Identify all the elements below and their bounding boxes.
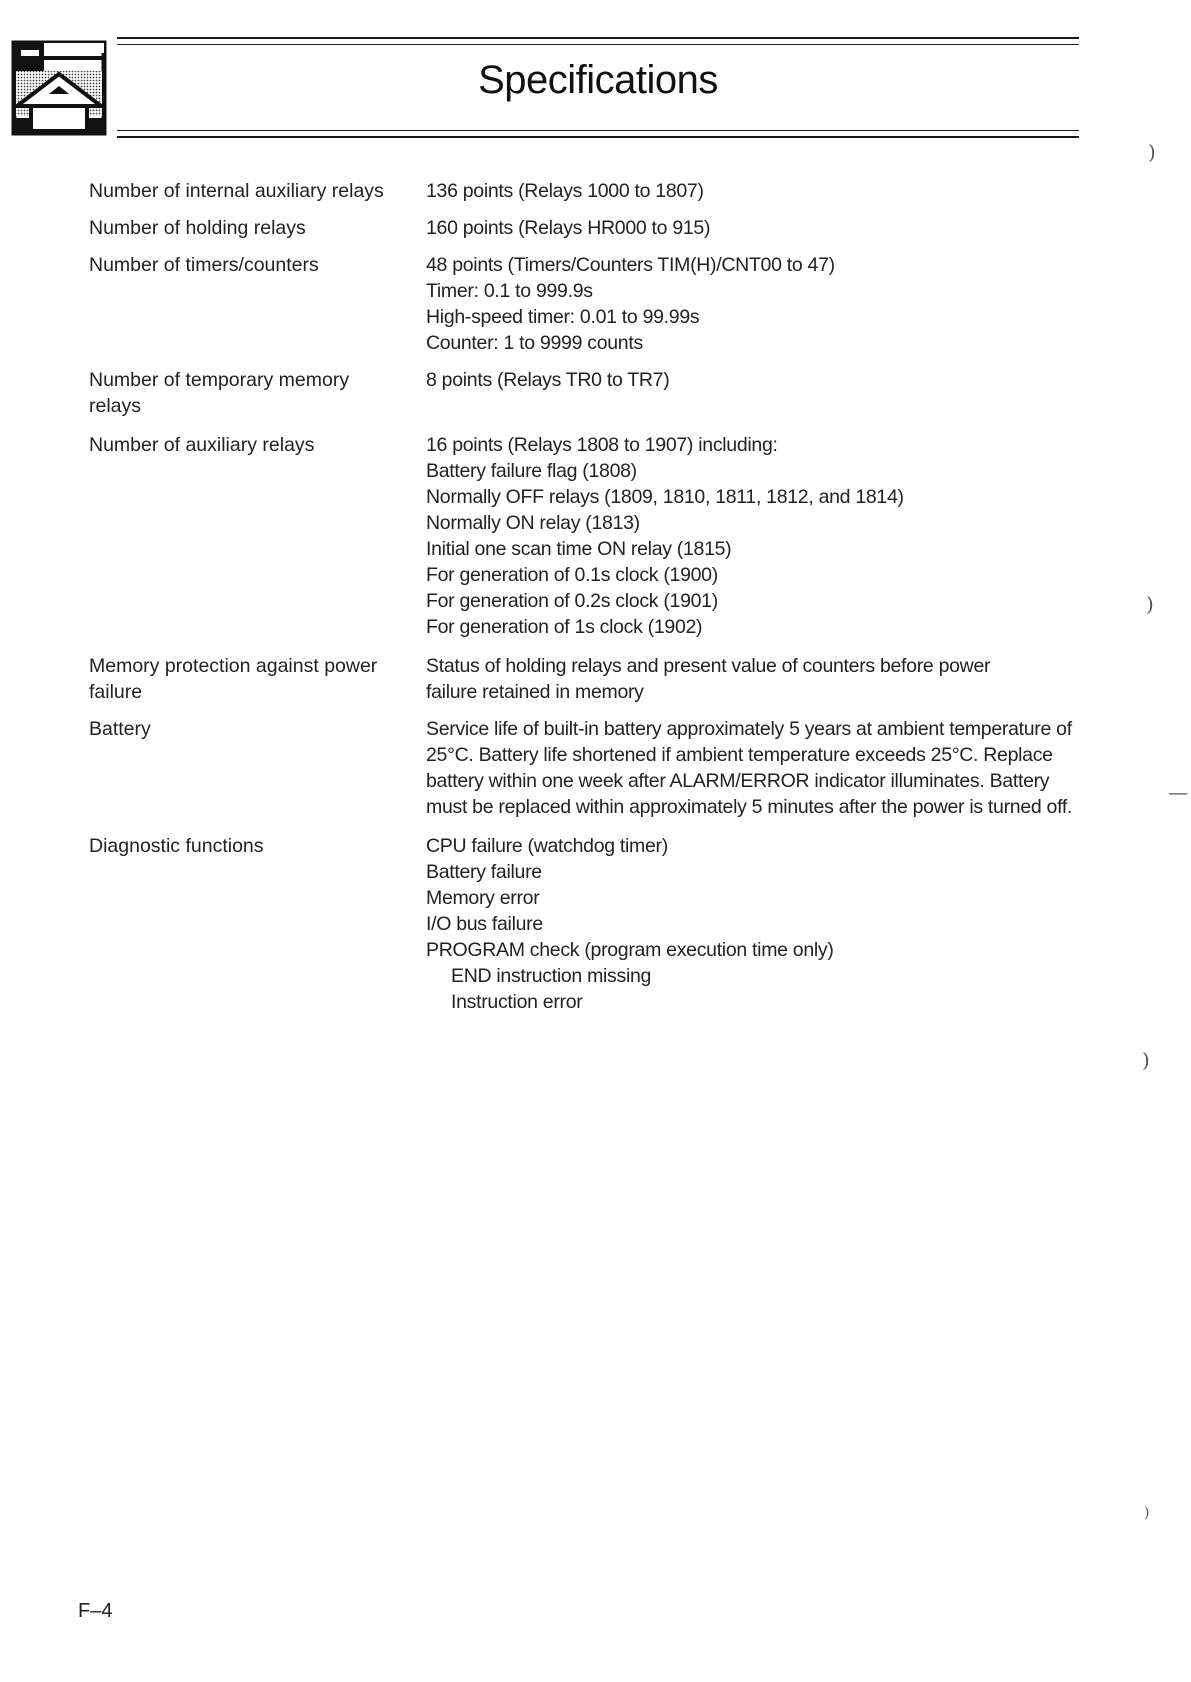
spec-value-line: 8 points (Relays TR0 to TR7) (426, 369, 670, 391)
spec-row (89, 367, 1089, 419)
header-rule-top (117, 37, 1079, 39)
spec-value-line: Initial one scan time ON relay (1815) (426, 538, 732, 560)
chapter-logo-icon (11, 40, 107, 136)
spec-value-line: I/O bus failure (426, 913, 543, 935)
spec-label: Number of auxiliary relays (89, 434, 315, 456)
spec-label: Number of temporary memory relays (89, 369, 350, 417)
spec-value-line: Normally OFF relays (1809, 1810, 1811, 1812, and 1814) (426, 486, 904, 508)
spec-row (89, 178, 1089, 204)
spec-value-line: High-speed timer: 0.01 to 99.99s (426, 306, 700, 328)
spec-value (426, 367, 1086, 419)
spec-table (89, 178, 1089, 1026)
margin-mark: ) (1144, 1505, 1150, 1521)
spec-value-line: PROGRAM check (program execution time only) (426, 939, 834, 961)
spec-value-line: 136 points (Relays 1000 to 1807) (426, 180, 704, 202)
spec-value-subline: Instruction error (451, 991, 583, 1013)
spec-row (89, 215, 1089, 241)
spec-value-line: Normally ON relay (1813) (426, 512, 640, 534)
header-rule-bottom-thick (117, 136, 1079, 138)
spec-value (426, 178, 1086, 204)
spec-value-line: Battery failure (426, 861, 542, 883)
spec-label: Battery (89, 718, 151, 740)
spec-value (426, 252, 1086, 356)
page-title: Specifications (478, 58, 718, 102)
spec-value-line: 16 points (Relays 1808 to 1907) including: (426, 434, 778, 456)
margin-mark: — (1168, 780, 1188, 804)
spec-label: Diagnostic functions (89, 835, 264, 857)
spec-label: Number of holding relays (89, 217, 306, 239)
margin-mark: ) (1148, 140, 1156, 164)
spec-value-line: For generation of 1s clock (1902) (426, 616, 703, 638)
spec-value-line: Timer: 0.1 to 999.9s (426, 280, 593, 302)
spec-value-subline: END instruction missing (451, 965, 652, 987)
spec-value-paragraph: Service life of built-in battery approximately 5 years at ambient temperature of 25°C. Battery life shortened if ambient temperature exceeds 25°C. Replace battery within one week after ALARM/ERROR indicator illuminates. Battery must be replaced within approximately 5 minutes after the power is turned off. (426, 718, 1073, 818)
spec-value-paragraph: Status of holding relays and present value of counters before power failure retained in memory (426, 655, 991, 703)
page-number: F–4 (78, 1600, 113, 1622)
header-rule-bottom (117, 130, 1079, 131)
spec-value-line: Memory error (426, 887, 540, 909)
spec-value-line: Counter: 1 to 9999 counts (426, 332, 643, 354)
header-rule-top-thin (117, 44, 1079, 45)
spec-value-line: 48 points (Timers/Counters TIM(H)/CNT00 to 47) (426, 254, 835, 276)
spec-row (89, 653, 1089, 705)
spec-value-line: Battery failure flag (1808) (426, 460, 637, 482)
spec-value-line: For generation of 0.2s clock (1901) (426, 590, 718, 612)
spec-value (426, 833, 1086, 1015)
spec-value (426, 716, 1086, 820)
spec-row (89, 252, 1089, 356)
spec-row (89, 833, 1089, 1015)
margin-mark: ) (1142, 1048, 1150, 1072)
spec-value-line: 160 points (Relays HR000 to 915) (426, 217, 711, 239)
spec-value (426, 215, 1086, 241)
spec-row (89, 716, 1089, 820)
spec-label: Number of internal auxiliary relays (89, 180, 384, 202)
spec-label: Number of timers/counters (89, 254, 319, 276)
spec-value (426, 653, 1086, 705)
spec-value (426, 432, 1086, 640)
spec-row (89, 432, 1089, 640)
spec-label: Memory protection against power failure (89, 655, 378, 703)
spec-value-line: CPU failure (watchdog timer) (426, 835, 668, 857)
spec-value-line: For generation of 0.1s clock (1900) (426, 564, 718, 586)
margin-mark: ) (1146, 592, 1154, 616)
